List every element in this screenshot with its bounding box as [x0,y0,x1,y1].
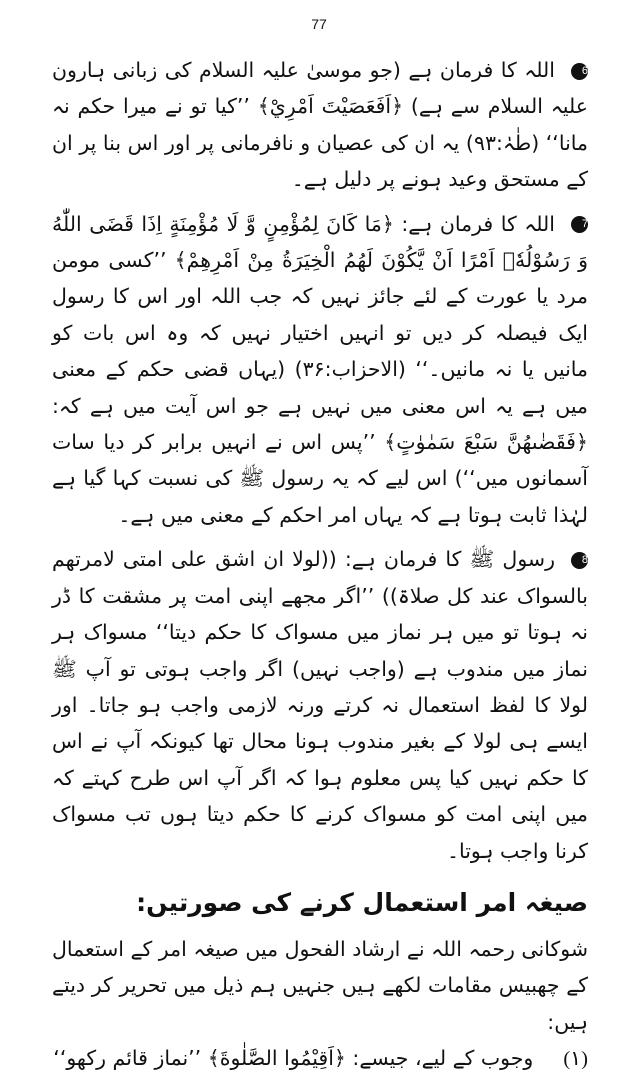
list-marker: (۱) [563,1048,588,1071]
section-heading: صیغہ امر استعمال کرنے کی صورتیں: [136,887,588,917]
list-item-1 [52,1040,588,1077]
number-badge: 6 [571,63,588,80]
page-body [52,52,588,1078]
number-badge: 8 [571,552,588,569]
intro-paragraph: شوکانی رحمہ اللہ نے ارشاد الفحول میں صیغہ امر کے استعمال کے چھبیس مقامات لکھے ہیں جنہیں ہم ذیل میں تحریر کر دیتے ہیں: [52,936,588,1034]
numbered-paragraph-8 [52,541,588,869]
list-item-text: وجوب کے لیے، جیسے: ﴿اَقِيْمُوا الصَّلٰوةَ﴾ ’’نماز قائم رکھو‘‘ [53,1046,534,1071]
number-badge: 7 [571,216,588,233]
paragraph-text: رسول ﷺ کا فرمان ہے: ((لولا ان اشق علی امتی لامرتھم بالسواک عند کل صلاۃ)) ’’اگر مجھے اپنی امت پر مشقت کا ڈر نہ ہوتا تو میں ہر نماز میں مسواک کا حکم دیتا‘‘ مسواک ہر نماز میں مندوب ہے (واجب نہیں) اگر واجب ہوتی تو آپ ﷺ لولا کا لفظ استعمال نہ کرتے ورنہ لازمی واجب ہو جاتا۔ اور ایسے ہی لولا کے بغیر مندوب ہونا محال تھا کیونکہ آپ نے اس کا حکم نہیں کیا پس معلوم ہوا کہ اگر آپ اس طرح کہتے کہ میں اپنی امت کو مسواک کرنے کا حکم دیتا ہوں تب مسواک کرنا واجب ہوتا۔ [52,547,588,863]
page-number: 77 [311,16,327,32]
numbered-paragraph-6 [52,52,588,198]
paragraph-text: اللہ کا فرمان ہے: ﴿مَا كَانَ لِمُؤْمِنٍ وَّ لَا مُؤْمِنَةٍ اِذَا قَضَى اللّٰهُ وَ رَسُوْلُهٗۤ اَمْرًا اَنْ يَّكُوْنَ لَهُمُ الْخِيَرَةُ مِنْ اَمْرِهِمْ﴾ ’’کسی مومن مرد یا عورت کے لئے جائز نہیں کہ جب اللہ اور اس کا رسول ایک فیصلہ کر دیں تو انہیں اختیار نہیں کہ وہ اس بات کو مانیں یا نہ مانیں۔‘‘ (الاحزاب:۳۶) (یہاں قضی حکم کے معنی میں ہے یہ اس معنی میں نہیں ہے جو اس آیت میں ہے کہ: ﴿فَقَضٰىهُنَّ سَبْعَ سَمٰوٰتٍ﴾ ’’پس اس نے انہیں برابر کر دیا سات آسمانوں میں‘‘) اس لیے کہ یہ رسول ﷺ کی نسبت کہا گیا ہے لہٰذا ثابت ہوتا ہے کہ یہاں امر احکم کے معنی میں ہے۔ [52,211,588,527]
numbered-paragraph-7 [52,206,588,534]
paragraph-text: اللہ کا فرمان ہے (جو موسیٰ علیہ السلام کی زبانی ہارون علیہ السلام سے ہے) ﴿اَفَعَصَيْتَ اَمْرِيْ﴾ ’’کیا تو نے میرا حکم نہ مانا‘‘ (طٰہٰ:۹۳) یہ ان کی عصیان و نافرمانی پر اور اس بنا پر ان کے مستحق وعید ہونے پر دلیل ہے۔ [52,58,588,192]
